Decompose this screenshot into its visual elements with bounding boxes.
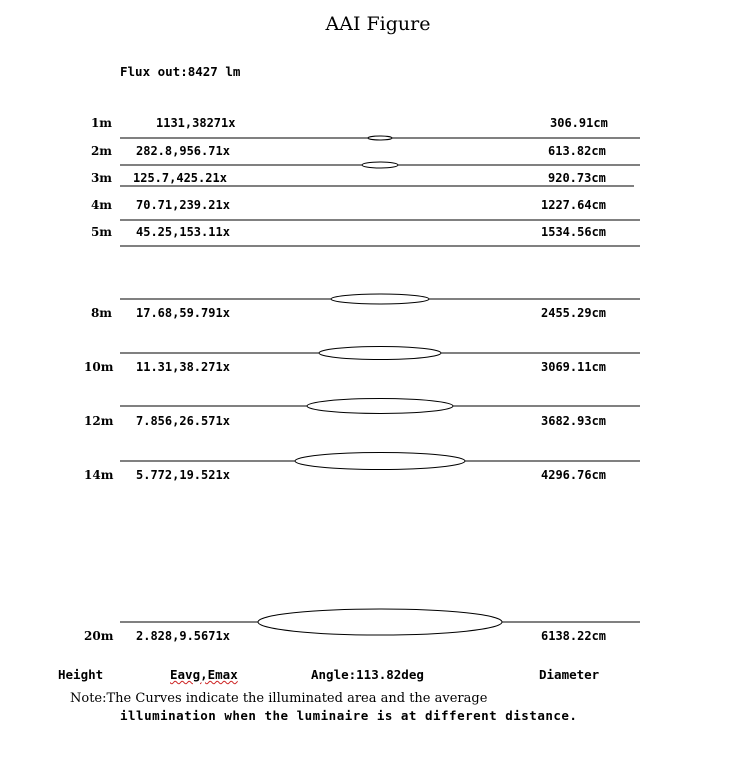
height-label: 14m — [84, 468, 114, 482]
eavg-emax-value: 17.68,59.791x — [136, 306, 230, 320]
height-label: 8m — [90, 306, 112, 320]
note-line-2: illumination when the luminaire is at different distance. — [120, 708, 578, 723]
eavg-emax-value: 45.25,153.11x — [136, 225, 230, 239]
diameter-value: 306.91cm — [550, 116, 608, 130]
height-label: 5m — [90, 225, 112, 239]
diameter-value: 4296.76cm — [541, 468, 607, 482]
diameter-value: 3682.93cm — [541, 414, 607, 428]
height-column-header: Height — [58, 667, 104, 682]
diameter-value: 613.82cm — [548, 144, 606, 158]
illuminated-area-14m — [295, 453, 465, 470]
height-label: 3m — [90, 171, 112, 185]
eavg-emax-value: 1131,38271x — [156, 116, 236, 130]
height-label: 4m — [90, 198, 112, 212]
diameter-column-header: Diameter — [539, 667, 600, 682]
height-label: 10m — [84, 360, 114, 374]
eavg-emax-value: 7.856,26.571x — [136, 414, 230, 428]
illuminated-area-12m — [307, 399, 453, 414]
diameter-value: 920.73cm — [548, 171, 606, 185]
illuminated-area-10m — [319, 347, 441, 360]
illuminated-area-20m — [258, 609, 502, 635]
diameter-value: 6138.22cm — [541, 629, 607, 643]
eavg-emax-column-header: Eavg,Emax — [170, 667, 238, 682]
diameter-value: 3069.11cm — [541, 360, 607, 374]
diameter-value: 2455.29cm — [541, 306, 607, 320]
illuminated-area-8m — [331, 294, 429, 304]
height-label: 12m — [84, 414, 114, 428]
flux-out-label: Flux out:8427 lm — [120, 64, 241, 79]
illuminated-area-1m — [368, 136, 392, 140]
diameter-value: 1534.56cm — [541, 225, 607, 239]
eavg-emax-value: 2.828,9.5671x — [136, 629, 230, 643]
height-label: 1m — [90, 116, 112, 130]
height-label: 20m — [84, 629, 114, 643]
eavg-emax-value: 282.8,956.71x — [136, 144, 230, 158]
eavg-emax-value: 125.7,425.21x — [133, 171, 227, 185]
height-label: 2m — [90, 144, 112, 158]
angle-label: Angle:113.82deg — [311, 667, 424, 682]
eavg-emax-value: 70.71,239.21x — [136, 198, 230, 212]
note-line-1: Note:The Curves indicate the illuminated area and the average — [70, 691, 488, 706]
illuminated-area-2m — [362, 162, 398, 168]
figure-title: AAI Figure — [325, 13, 431, 35]
eavg-emax-value: 5.772,19.521x — [136, 468, 230, 482]
eavg-emax-value: 11.31,38.271x — [136, 360, 230, 374]
diameter-value: 1227.64cm — [541, 198, 607, 212]
